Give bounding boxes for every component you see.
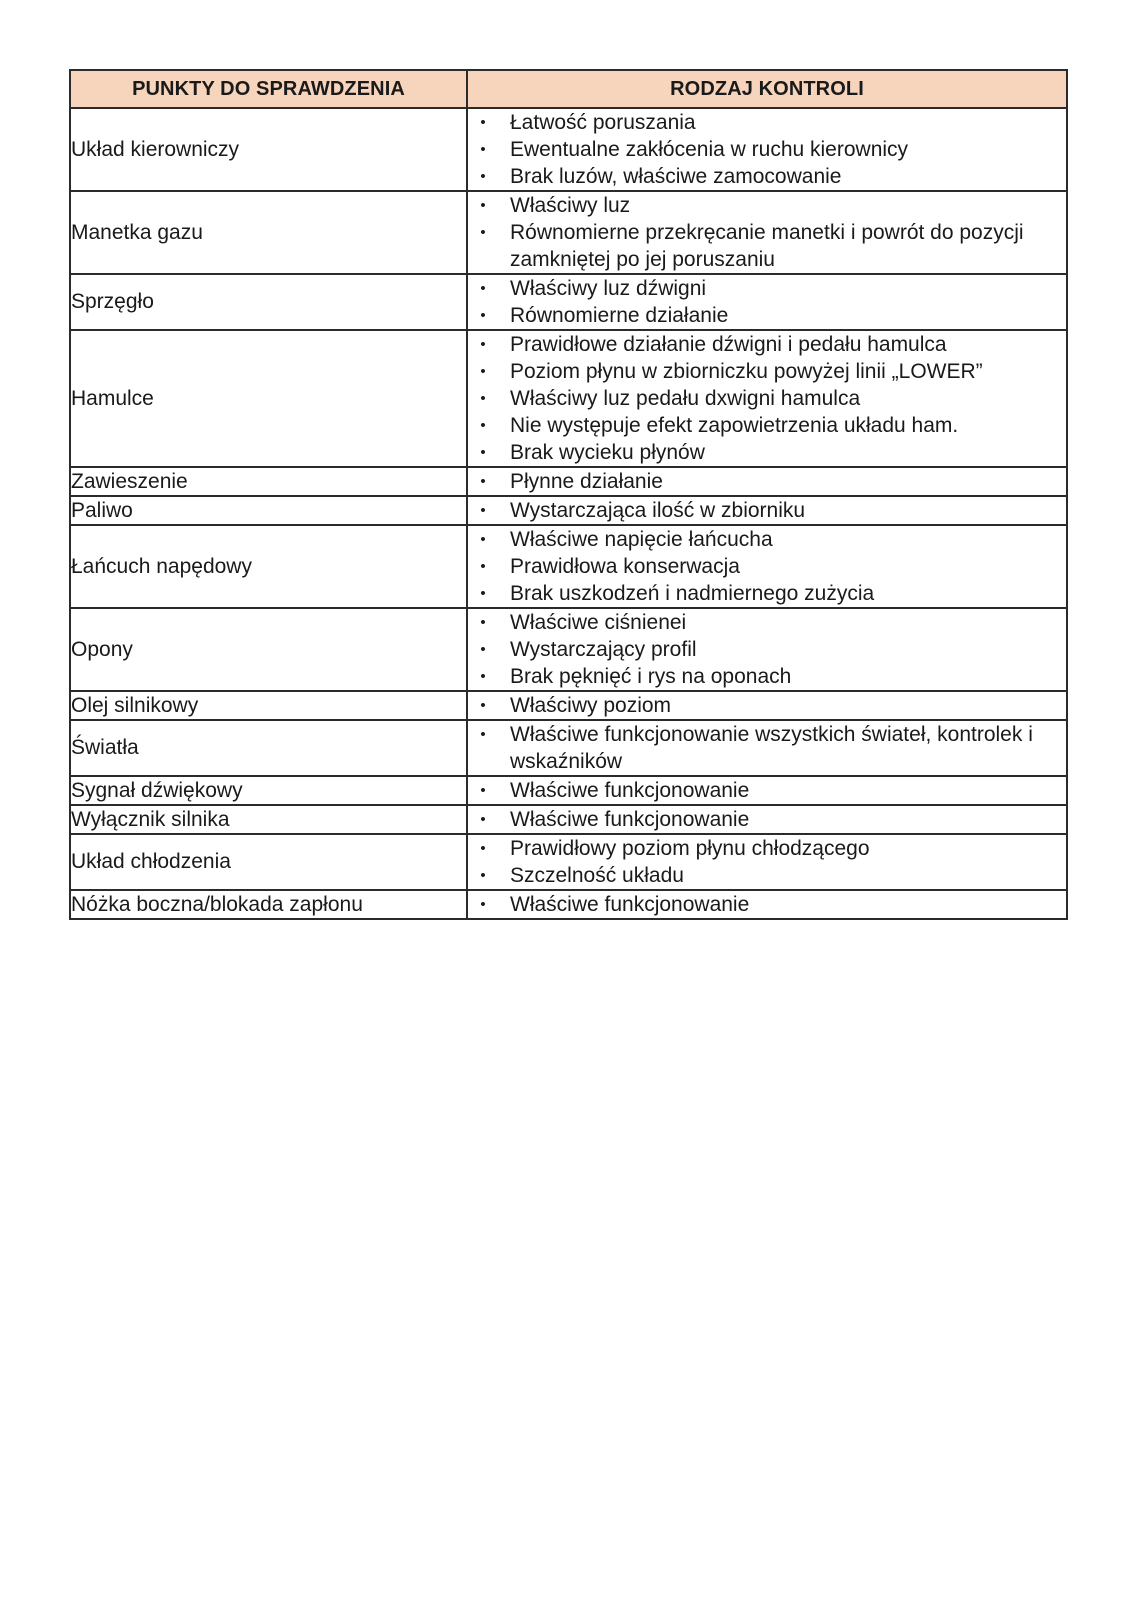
control-list (468, 331, 1066, 466)
control-list-text: Właściwe funkcjonowanie wszystkich świateł, kontrolek i wskaźników (510, 723, 1033, 773)
control-list (468, 891, 1066, 918)
control-type-cell (467, 525, 1067, 608)
control-list-text: Prawidłowy poziom płynu chłodzącego (510, 837, 870, 860)
control-list (468, 692, 1066, 719)
check-point-label: Sygnał dźwiękowy (70, 776, 467, 805)
table-row (70, 330, 1067, 467)
bullet-icon: • (480, 641, 486, 658)
table-row (70, 108, 1067, 191)
control-list-item (468, 721, 1066, 775)
control-list-text: Prawidłowe działanie dźwigni i pedału hamulca (510, 333, 947, 356)
check-point-label: Manetka gazu (70, 191, 467, 274)
control-list (468, 275, 1066, 329)
bullet-icon: • (480, 336, 486, 353)
control-list-item (468, 192, 1066, 219)
control-list (468, 468, 1066, 495)
control-list-text: Brak pęknięć i rys na oponach (510, 665, 792, 688)
bullet-icon: • (480, 444, 486, 461)
bullet-icon: • (480, 224, 486, 241)
bullet-icon: • (480, 502, 486, 519)
check-point-label: Wyłącznik silnika (70, 805, 467, 834)
control-list-item (468, 663, 1066, 690)
control-list-text: Właściwy luz dźwigni (510, 277, 707, 300)
control-list-text: Właściwy poziom (510, 694, 672, 717)
control-type-cell (467, 890, 1067, 919)
control-list-item (468, 358, 1066, 385)
bullet-icon: • (480, 168, 486, 185)
bullet-icon: • (480, 585, 486, 602)
bullet-icon: • (480, 782, 486, 799)
check-point-label: Opony (70, 608, 467, 691)
bullet-icon: • (480, 614, 486, 631)
table-row (70, 776, 1067, 805)
bullet-icon: • (480, 363, 486, 380)
control-type-cell (467, 274, 1067, 330)
bullet-icon: • (480, 840, 486, 857)
bullet-icon: • (480, 697, 486, 714)
control-list-item (468, 331, 1066, 358)
bullet-icon: • (480, 668, 486, 685)
bullet-icon: • (480, 417, 486, 434)
document-page (69, 69, 1066, 920)
control-list-item (468, 136, 1066, 163)
bullet-icon: • (480, 811, 486, 828)
control-list-text: Właściwe napięcie łańcucha (510, 528, 773, 551)
control-list-text: Nie występuje efekt zapowietrzenia układu ham. (510, 414, 959, 437)
control-list (468, 526, 1066, 607)
control-list-item (468, 412, 1066, 439)
control-list-item (468, 163, 1066, 190)
control-list-text: Brak uszkodzeń i nadmiernego zużycia (510, 582, 875, 605)
check-point-label: Olej silnikowy (70, 691, 467, 720)
control-list-text: Prawidłowa konserwacja (510, 555, 740, 578)
table-row (70, 834, 1067, 890)
control-type-cell (467, 330, 1067, 467)
control-type-cell (467, 108, 1067, 191)
bullet-icon: • (480, 558, 486, 575)
table-row (70, 191, 1067, 274)
control-list (468, 609, 1066, 690)
control-list (468, 835, 1066, 889)
control-list-text: Równomierne przekręcanie manetki i powrót do pozycji zamkniętej po jej poruszaniu (510, 221, 1024, 271)
table-body (70, 108, 1067, 919)
check-point-label: Układ kierowniczy (70, 108, 467, 191)
bullet-icon: • (480, 307, 486, 324)
control-list-item (468, 777, 1066, 804)
table-row (70, 496, 1067, 525)
table-row (70, 691, 1067, 720)
control-list-item (468, 891, 1066, 918)
control-list-text: Właściwy luz pedału dxwigni hamulca (510, 387, 861, 410)
control-list-item (468, 497, 1066, 524)
table-row (70, 720, 1067, 776)
check-point-label: Układ chłodzenia (70, 834, 467, 890)
check-point-label: Światła (70, 720, 467, 776)
control-list-item (468, 526, 1066, 553)
control-list-text: Brak wycieku płynów (510, 441, 705, 464)
table-row (70, 525, 1067, 608)
control-list-item (468, 439, 1066, 466)
bullet-icon: • (480, 390, 486, 407)
bullet-icon: • (480, 726, 486, 743)
control-list (468, 777, 1066, 804)
bullet-icon: • (480, 114, 486, 131)
table-row (70, 805, 1067, 834)
control-list-text: Szczelność układu (510, 864, 684, 887)
control-type-cell (467, 834, 1067, 890)
check-point-label: Zawieszenie (70, 467, 467, 496)
control-type-cell (467, 467, 1067, 496)
control-list (468, 109, 1066, 190)
table-row (70, 467, 1067, 496)
control-list (468, 721, 1066, 775)
header-row (70, 70, 1067, 108)
check-point-label: Paliwo (70, 496, 467, 525)
control-list-item (468, 862, 1066, 889)
control-list-item (468, 109, 1066, 136)
control-list-text: Wystarczający profil (510, 638, 697, 661)
check-point-label: Łańcuch napędowy (70, 525, 467, 608)
control-list-text: Płynne działanie (510, 470, 663, 493)
control-list-text: Właściwe funkcjonowanie (510, 808, 750, 831)
control-list-text: Właściwe funkcjonowanie (510, 893, 750, 916)
table-row (70, 608, 1067, 691)
bullet-icon: • (480, 896, 486, 913)
bullet-icon: • (480, 280, 486, 297)
control-list-item (468, 580, 1066, 607)
control-list-item (468, 302, 1066, 329)
control-list-text: Właściwy luz (510, 194, 631, 217)
check-point-label: Sprzęgło (70, 274, 467, 330)
control-list (468, 192, 1066, 273)
control-type-cell (467, 608, 1067, 691)
control-list-item (468, 219, 1066, 273)
control-list-item (468, 692, 1066, 719)
bullet-icon: • (480, 141, 486, 158)
control-list (468, 497, 1066, 524)
control-type-cell (467, 691, 1067, 720)
inspection-table (69, 69, 1068, 920)
control-type-cell (467, 720, 1067, 776)
control-list-item (468, 806, 1066, 833)
control-list-text: Łatwość poruszania (510, 111, 696, 134)
table-row (70, 890, 1067, 919)
control-list-item (468, 835, 1066, 862)
table-row (70, 274, 1067, 330)
bullet-icon: • (480, 867, 486, 884)
control-list-text: Wystarczająca ilość w zbiorniku (510, 499, 806, 522)
control-list-item (468, 275, 1066, 302)
control-list-item (468, 385, 1066, 412)
control-type-cell (467, 496, 1067, 525)
control-list-text: Właściwe funkcjonowanie (510, 779, 750, 802)
bullet-icon: • (480, 473, 486, 490)
control-list-item (468, 553, 1066, 580)
check-point-label: Hamulce (70, 330, 467, 467)
control-list-text: Poziom płynu w zbiorniczku powyżej linii „LOWER” (510, 360, 983, 383)
control-list-text: Brak luzów, właściwe zamocowanie (510, 165, 842, 188)
bullet-icon: • (480, 531, 486, 548)
check-point-label: Nóżka boczna/blokada zapłonu (70, 890, 467, 919)
control-list (468, 806, 1066, 833)
control-type-cell (467, 776, 1067, 805)
control-list-item (468, 468, 1066, 495)
control-type-cell (467, 805, 1067, 834)
control-list-text: Ewentualne zakłócenia w ruchu kierownicy (510, 138, 909, 161)
bullet-icon: • (480, 197, 486, 214)
control-list-item (468, 609, 1066, 636)
header-control-type: RODZAJ KONTROLI (467, 70, 1067, 108)
control-type-cell (467, 191, 1067, 274)
control-list-item (468, 636, 1066, 663)
header-check-points: PUNKTY DO SPRAWDZENIA (70, 70, 467, 108)
control-list-text: Właściwe ciśnienei (510, 611, 687, 634)
control-list-text: Równomierne działanie (510, 304, 729, 327)
